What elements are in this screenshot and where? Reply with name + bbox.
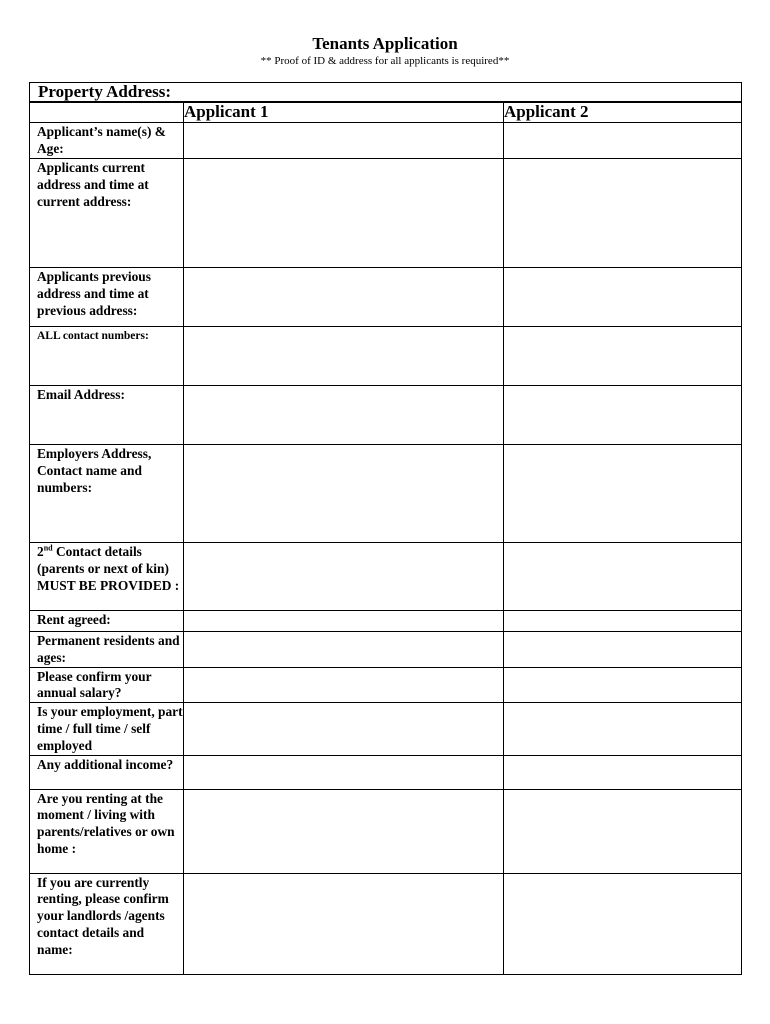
applicant-2-cell: [504, 159, 742, 268]
row-label-cell: [30, 543, 184, 611]
application-table: [29, 102, 742, 975]
applicant-1-email-input[interactable]: [184, 386, 503, 406]
row-label: If you are currently renting, please confirm your landlords /agents contact details and name:: [37, 874, 169, 957]
row-label-cell: [30, 703, 184, 755]
table-row: [30, 543, 742, 611]
applicant-1-cell: [184, 159, 504, 268]
row-label: Are you renting at the moment / living with parents/relatives or own home :: [37, 790, 175, 856]
table-row: [30, 327, 742, 386]
applicant-2-current-address-input[interactable]: [504, 159, 741, 179]
table-row: [30, 159, 742, 268]
row-label: Please confirm your annual salary?: [37, 668, 152, 701]
applicant-2-cell: [504, 386, 742, 445]
row-label-cell: [30, 611, 184, 632]
table-row: [30, 268, 742, 327]
applicant-2-cell: [504, 611, 742, 632]
applicant-2-cell: [504, 755, 742, 789]
applicant-2-living-status-input[interactable]: [504, 790, 741, 810]
applicant-2-employer-input[interactable]: [504, 445, 741, 465]
applicant-1-cell: [184, 386, 504, 445]
row-label: Applicants current address and time at current address:: [37, 160, 149, 209]
applicant-1-cell: [184, 873, 504, 974]
applicant-1-contact-numbers-input[interactable]: [184, 327, 503, 347]
row-label: Rent agreed:: [37, 612, 111, 627]
applicant-1-landlord-input[interactable]: [184, 874, 503, 894]
applicant-2-cell: [504, 667, 742, 703]
row-label-cell: [30, 159, 184, 268]
row-label: Applicants previous address and time at previous address:: [37, 269, 151, 318]
table-row: [30, 873, 742, 974]
applicant-1-previous-address-input[interactable]: [184, 268, 503, 288]
table-row: [30, 632, 742, 668]
applicant-1-cell: [184, 667, 504, 703]
row-label-cell: [30, 268, 184, 327]
applicant-2-cell: [504, 445, 742, 543]
row-label: ALL contact numbers:: [37, 330, 149, 342]
applicant-2-landlord-input[interactable]: [504, 874, 741, 894]
applicant-1-cell: [184, 327, 504, 386]
table-row: [30, 445, 742, 543]
row-label-cell: [30, 445, 184, 543]
label-prefix: 2: [37, 544, 44, 559]
applicant-1-cell: [184, 755, 504, 789]
applicant-2-cell: [504, 789, 742, 873]
applicant-2-contact-numbers-input[interactable]: [504, 327, 741, 347]
row-label: Any additional income?: [37, 756, 174, 772]
row-label-cell: [30, 327, 184, 386]
row-label: Employers Address, Contact name and numbers:: [37, 446, 152, 495]
table-row: [30, 703, 742, 755]
applicant-2-previous-address-input[interactable]: [504, 268, 741, 288]
applicant-2-cell: [504, 543, 742, 611]
header-row: [30, 103, 742, 123]
applicant-2-cell: [504, 268, 742, 327]
row-label: [30, 543, 183, 594]
header-blank-cell: [30, 103, 184, 123]
form-title: Tenants Application: [312, 34, 458, 53]
applicant-1-cell: [184, 268, 504, 327]
applicant-2-cell: [504, 703, 742, 755]
applicant-1-living-status-input[interactable]: [184, 790, 503, 810]
applicant-2-cell: [504, 327, 742, 386]
applicant-1-additional-income-input[interactable]: [184, 756, 503, 776]
applicant-1-current-address-input[interactable]: [184, 159, 503, 179]
applicant-1-rent-input[interactable]: [184, 611, 503, 631]
applicant-2-cell: [504, 123, 742, 159]
row-label: Permanent residents and ages:: [37, 633, 180, 665]
applicant-1-name-age-input[interactable]: [184, 123, 503, 143]
applicant-1-cell: [184, 789, 504, 873]
applicant-2-email-input[interactable]: [504, 386, 741, 406]
applicant-1-second-contact-input[interactable]: [184, 543, 503, 563]
applicant-2-rent-input[interactable]: [504, 611, 741, 631]
table-row: [30, 611, 742, 632]
table-row: [30, 123, 742, 159]
applicant-1-residents-input[interactable]: [184, 632, 503, 652]
applicant-2-cell: [504, 632, 742, 668]
form-subtitle: ** Proof of ID & address for all applicants is required**: [260, 55, 510, 67]
applicant-1-header: Applicant 1: [184, 103, 504, 123]
table-row: [30, 386, 742, 445]
applicant-1-cell: [184, 123, 504, 159]
applicant-2-residents-input[interactable]: [504, 632, 741, 652]
row-label-cell: [30, 667, 184, 703]
table-row: [30, 789, 742, 873]
row-label: Applicant’s name(s) & Age:: [37, 124, 166, 156]
applicant-2-employment-input[interactable]: [504, 703, 741, 723]
applicant-1-salary-input[interactable]: [184, 668, 503, 688]
label-text: Contact details (parents or next of kin) MUST BE PROVIDED :: [37, 544, 180, 593]
row-label-cell: [30, 123, 184, 159]
row-label-cell: [30, 755, 184, 789]
applicant-2-additional-income-input[interactable]: [504, 756, 741, 776]
applicant-1-cell: [184, 543, 504, 611]
applicant-2-second-contact-input[interactable]: [504, 543, 741, 563]
row-label-cell: [30, 386, 184, 445]
applicant-1-employment-input[interactable]: [184, 703, 503, 723]
row-label-cell: [30, 789, 184, 873]
row-label: Is your employment, part time / full time / self employed: [37, 704, 183, 753]
applicant-2-header: Applicant 2: [504, 103, 742, 123]
table-row: [30, 667, 742, 703]
applicant-1-cell: [184, 445, 504, 543]
row-label-cell: [30, 873, 184, 974]
applicant-2-salary-input[interactable]: [504, 668, 741, 688]
label-superscript: nd: [43, 543, 53, 553]
applicant-1-cell: [184, 611, 504, 632]
table-row: [30, 755, 742, 789]
applicant-2-cell: [504, 873, 742, 974]
row-label: Email Address:: [37, 387, 125, 402]
applicant-1-employer-input[interactable]: [184, 445, 503, 465]
property-address-field[interactable]: Property Address:: [29, 82, 742, 102]
applicant-1-cell: [184, 703, 504, 755]
applicant-2-name-age-input[interactable]: [504, 123, 741, 143]
applicant-1-cell: [184, 632, 504, 668]
row-label-cell: [30, 632, 184, 668]
